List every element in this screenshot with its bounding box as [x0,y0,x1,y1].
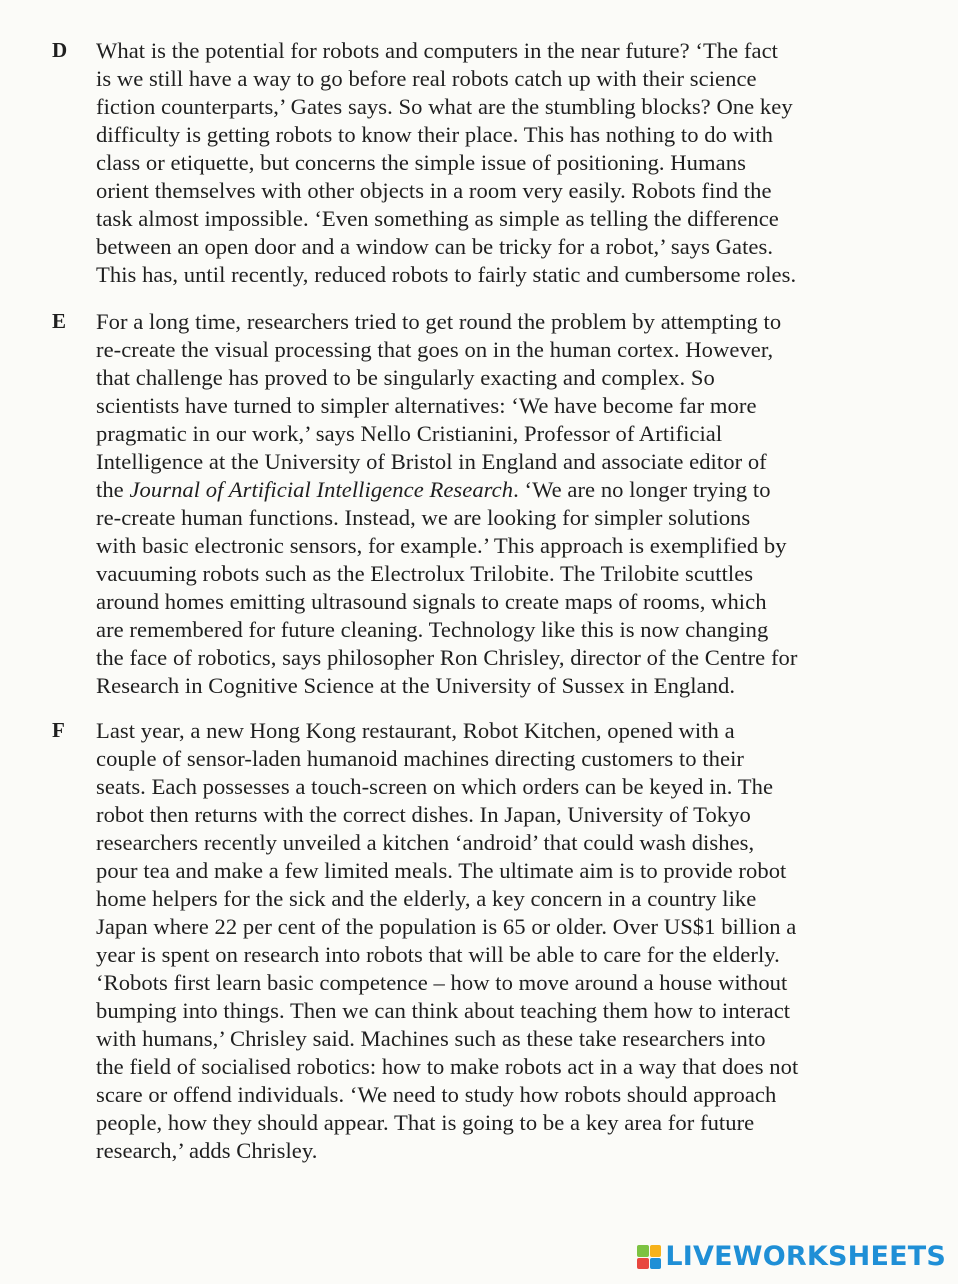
logo-square-blue [650,1258,662,1270]
paragraph-line: fiction counterparts,’ Gates says. So what are the stumbling blocks? One key [96,94,793,119]
paragraph-line: Research in Cognitive Science at the University of Sussex in England. [96,673,736,698]
logo-square-green [637,1245,649,1257]
paragraph-line: with basic electronic sensors, for example.’ This approach is exemplified by [96,533,787,558]
paragraph-line: robot then returns with the correct dishes. In Japan, University of Tokyo [96,802,751,827]
paragraph-line: Japan where 22 per cent of the population is 65 or older. Over US$1 billion a [96,914,797,939]
paragraph-line: class or etiquette, but concerns the simple issue of positioning. Humans [96,150,746,175]
paragraph-line: are remembered for future cleaning. Technology like this is now changing [96,617,769,642]
paragraph-letter: D [52,38,68,62]
logo-square-yellow [650,1245,662,1257]
paragraph-line: year is spent on research into robots that will be able to care for the elderly. [96,942,780,967]
paragraph-line: orient themselves with other objects in a room very easily. Robots find the [96,178,772,203]
paragraph-line: the field of socialised robotics: how to make robots act in a way that does not [96,1054,799,1079]
paragraph-line: between an open door and a window can be tricky for a robot,’ says Gates. [96,234,774,259]
paragraph-line: This has, until recently, reduced robots to fairly static and cumbersome roles. [96,262,797,287]
paragraph-line: vacuuming robots such as the Electrolux Trilobite. The Trilobite scuttles [96,561,754,586]
paragraph-line: re-create the visual processing that goes on in the human cortex. However, [96,337,774,362]
paragraph-line: is we still have a way to go before real robots catch up with their science [96,66,757,91]
paragraph-line: For a long time, researchers tried to get round the problem by attempting to [96,309,782,334]
journal-title: Journal of Artificial Intelligence Research [129,477,514,502]
paragraph-line: around homes emitting ultrasound signals to create maps of rooms, which [96,589,767,614]
paragraph-line: Last year, a new Hong Kong restaurant, Robot Kitchen, opened with a [96,718,735,743]
paragraph-line: scientists have turned to simpler alternatives: ‘We have become far more [96,393,757,418]
paragraph-letter: E [52,309,67,333]
liveworksheets-logo-icon [637,1245,661,1269]
paragraph-line: task almost impossible. ‘Even something as simple as telling the difference [96,206,779,231]
paragraph-line: ‘Robots first learn basic competence – how to move around a house without [96,970,788,995]
paragraph-line: pour tea and make a few limited meals. The ultimate aim is to provide robot [96,858,787,883]
paragraph-line: home helpers for the sick and the elderly, a key concern in a country like [96,886,757,911]
paragraph-line: difficulty is getting robots to know their place. This has nothing to do with [96,122,773,147]
paragraph-line: pragmatic in our work,’ says Nello Cristianini, Professor of Artificial [96,421,723,446]
logo-text: LIVEWORKSHEETS [665,1241,946,1272]
line-suffix: . ‘We are no longer trying to [513,477,771,502]
paragraph-letter: F [52,718,65,742]
liveworksheets-logo[interactable] [637,1242,946,1272]
paragraph-line: researchers recently unveiled a kitchen ‘android’ that could wash dishes, [96,830,755,855]
paragraph-line: What is the potential for robots and computers in the near future? ‘The fact [96,38,778,63]
paragraph-line: Intelligence at the University of Bristol in England and associate editor of [96,449,767,474]
paragraph-line: scare or offend individuals. ‘We need to study how robots should approach [96,1082,777,1107]
paragraph-line: people, how they should appear. That is going to be a key area for future [96,1110,755,1135]
paragraph-line: couple of sensor-laden humanoid machines directing customers to their [96,746,744,771]
paragraph-line: re-create human functions. Instead, we are looking for simpler solutions [96,505,751,530]
paragraph-line: bumping into things. Then we can think about teaching them how to interact [96,998,791,1023]
paragraph-line: research,’ adds Chrisley. [96,1138,318,1163]
paragraph-line: that challenge has proved to be singularly exacting and complex. So [96,365,715,390]
paragraph-line: with humans,’ Chrisley said. Machines such as these take researchers into [96,1026,766,1051]
paragraph-line: seats. Each possesses a touch-screen on which orders can be keyed in. The [96,774,774,799]
paragraph-line: the face of robotics, says philosopher Ron Chrisley, director of the Centre for [96,645,798,670]
logo-square-red [637,1258,649,1270]
paragraph-line-journal [96,476,771,504]
line-prefix: the [96,477,130,502]
